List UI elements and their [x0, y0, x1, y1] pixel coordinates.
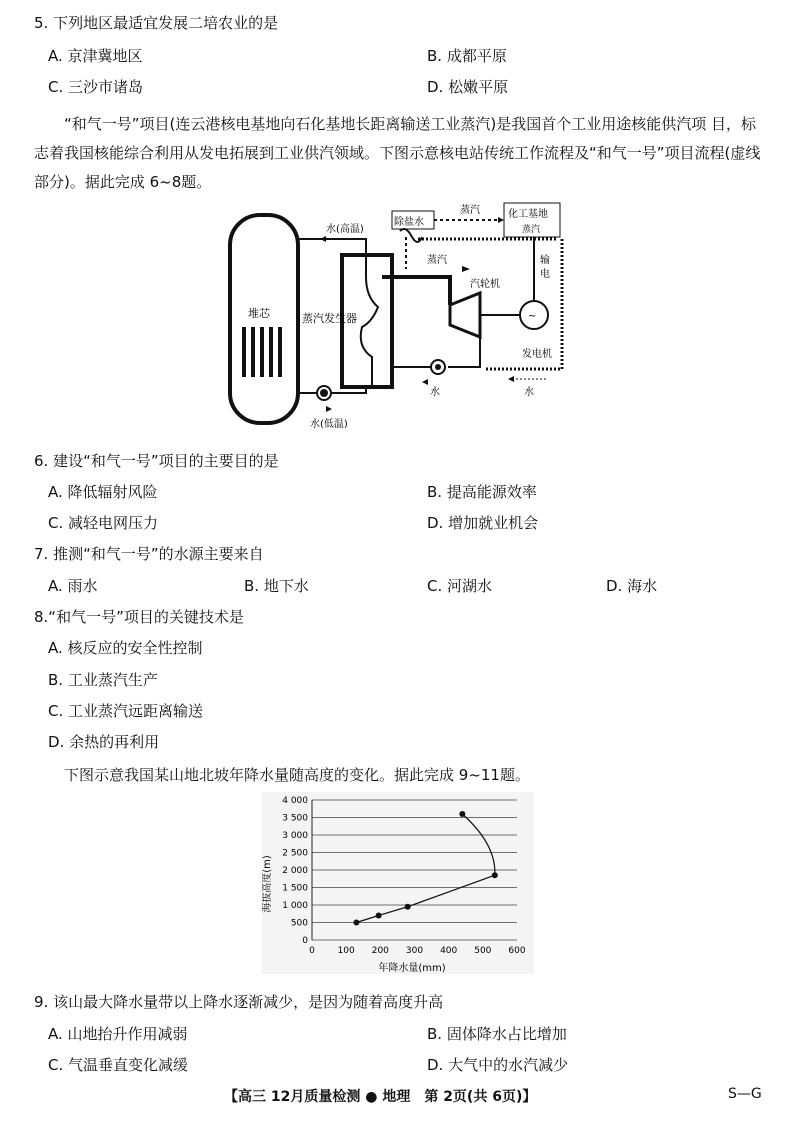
chart-x-tick-label: 400	[440, 946, 458, 956]
chart-x-tick-label: 500	[474, 946, 492, 956]
water-low-label: 水(低温)	[310, 419, 348, 430]
q8-option-c[interactable]: C. 工业蒸汽远距离输送	[48, 702, 204, 720]
q9-option-d[interactable]: D. 大气中的水汽减少	[427, 1056, 569, 1074]
turbine-label: 汽轮机	[470, 279, 500, 290]
chart-y-tick-label: 3 000	[282, 831, 308, 841]
water-right-label: 水	[524, 387, 534, 398]
chart-data-point	[492, 872, 498, 878]
q9-option-c[interactable]: C. 气温垂直变化减缓	[48, 1056, 189, 1074]
generator-label: 发电机	[522, 349, 552, 360]
chart-y-tick-label: 1 500	[282, 883, 308, 894]
q5-stem: 5. 下列地区最适宜发展二培农业的是	[34, 14, 279, 32]
q9-stem: 9. 该山最大降水量带以上降水逐渐减少，是因为随着高度升高	[34, 993, 444, 1011]
intro-paragraph-nuclear: “和气一号”项目(连云港核电基地向石化基地长距离输送工业蒸汽)是我国首个工业用途核能供汽项 目，标志着我国核能综合利用从发电拓展到工业供汽领域。下图示意核电站传统工作流程及“和气一号”项目流程(虚线部分)。据此完成 6~8题。	[34, 115, 761, 191]
chart-y-tick-label: 2 000	[282, 866, 308, 876]
q9-option-a[interactable]: A. 山地抬升作用减弱	[48, 1025, 188, 1043]
q8-option-d[interactable]: D. 余热的再利用	[48, 733, 160, 751]
q8-option-a[interactable]: A. 核反应的安全性控制	[48, 639, 203, 657]
desalination-label: 除盐水	[394, 217, 424, 228]
q6-stem: 6. 建设“和气一号”项目的主要目的是	[34, 452, 279, 470]
chart-y-tick-label: 3 500	[282, 813, 308, 824]
q8-stem: 8.“和气一号”项目的关键技术是	[34, 608, 244, 626]
q5-option-a[interactable]: A. 京津冀地区	[48, 47, 143, 65]
chart-x-tick-label: 600	[508, 946, 526, 956]
chart-data-point	[459, 811, 465, 817]
chart-x-tick-label: 100	[337, 946, 355, 956]
chart-y-tick-label: 500	[290, 918, 308, 929]
chart-y-axis-label: 海拔高度(m)	[262, 855, 273, 913]
water-pump-label: 水	[430, 387, 440, 398]
chart-x-tick-label: 300	[405, 946, 424, 956]
chart-y-tick-label: 1 000	[282, 901, 308, 911]
q6-option-b[interactable]: B. 提高能源效率	[427, 483, 537, 501]
transmit-label-1: 输	[540, 255, 550, 266]
q6-option-c[interactable]: C. 减轻电网压力	[48, 514, 159, 532]
chart-y-tick-label: 2 500	[282, 848, 308, 859]
chart-data-point	[405, 904, 411, 910]
q5-option-b[interactable]: B. 成都平原	[427, 47, 507, 65]
q7-option-b[interactable]: B. 地下水	[244, 577, 309, 595]
chart-y-tick-label: 4 000	[282, 796, 308, 806]
q7-option-d[interactable]: D. 海水	[606, 577, 658, 595]
q5-option-c[interactable]: C. 三沙市诸岛	[48, 78, 144, 96]
q8-option-b[interactable]: B. 工业蒸汽生产	[48, 671, 158, 689]
q9-option-b[interactable]: B. 固体降水占比增加	[427, 1025, 567, 1043]
reactor-label: 堆芯	[248, 307, 270, 320]
svg-text:~: ~	[528, 311, 537, 322]
chem-steam-label: 蒸汽	[522, 225, 541, 235]
precipitation-altitude-chart	[262, 792, 534, 974]
chart-y-tick-label: 0	[302, 936, 308, 946]
q7-option-c[interactable]: C. 河湖水	[427, 577, 493, 595]
intro-paragraph-precip: 下图示意我国某山地北坡年降水量随高度的变化。据此完成 9~11题。	[64, 766, 530, 784]
q7-stem: 7. 推测“和气一号”的水源主要来自	[34, 545, 264, 563]
steam-top-label: 蒸汽	[460, 205, 480, 216]
chart-data-point	[376, 913, 382, 919]
chart-x-tick-label: 200	[371, 946, 389, 956]
q6-option-a[interactable]: A. 降低辐射风险	[48, 483, 158, 501]
page-code: S—G	[728, 1086, 762, 1102]
turbine-icon	[450, 293, 480, 337]
chart-data-point	[353, 920, 359, 926]
q7-option-a[interactable]: A. 雨水	[48, 577, 98, 595]
chart-x-axis-label: 年降水量(mm)	[378, 963, 446, 974]
page-footer: 【高三 12月质量检测 ● 地理 第 2页(共 6页)】	[224, 1089, 537, 1105]
water-high-label: 水(高温)	[326, 224, 364, 235]
transmit-label-2: 电	[540, 269, 550, 280]
steam-generator-label: 蒸汽发生器	[302, 312, 357, 325]
q5-option-d[interactable]: D. 松嫩平原	[427, 78, 509, 96]
chart-x-tick-label: 0	[309, 946, 315, 956]
q6-option-d[interactable]: D. 增加就业机会	[427, 514, 539, 532]
chem-base-label: 化工基地	[508, 209, 548, 220]
steam-mid-label: 蒸汽	[427, 255, 447, 266]
reactor-fuel-rods	[244, 327, 280, 377]
nuclear-flow-diagram	[222, 197, 572, 433]
